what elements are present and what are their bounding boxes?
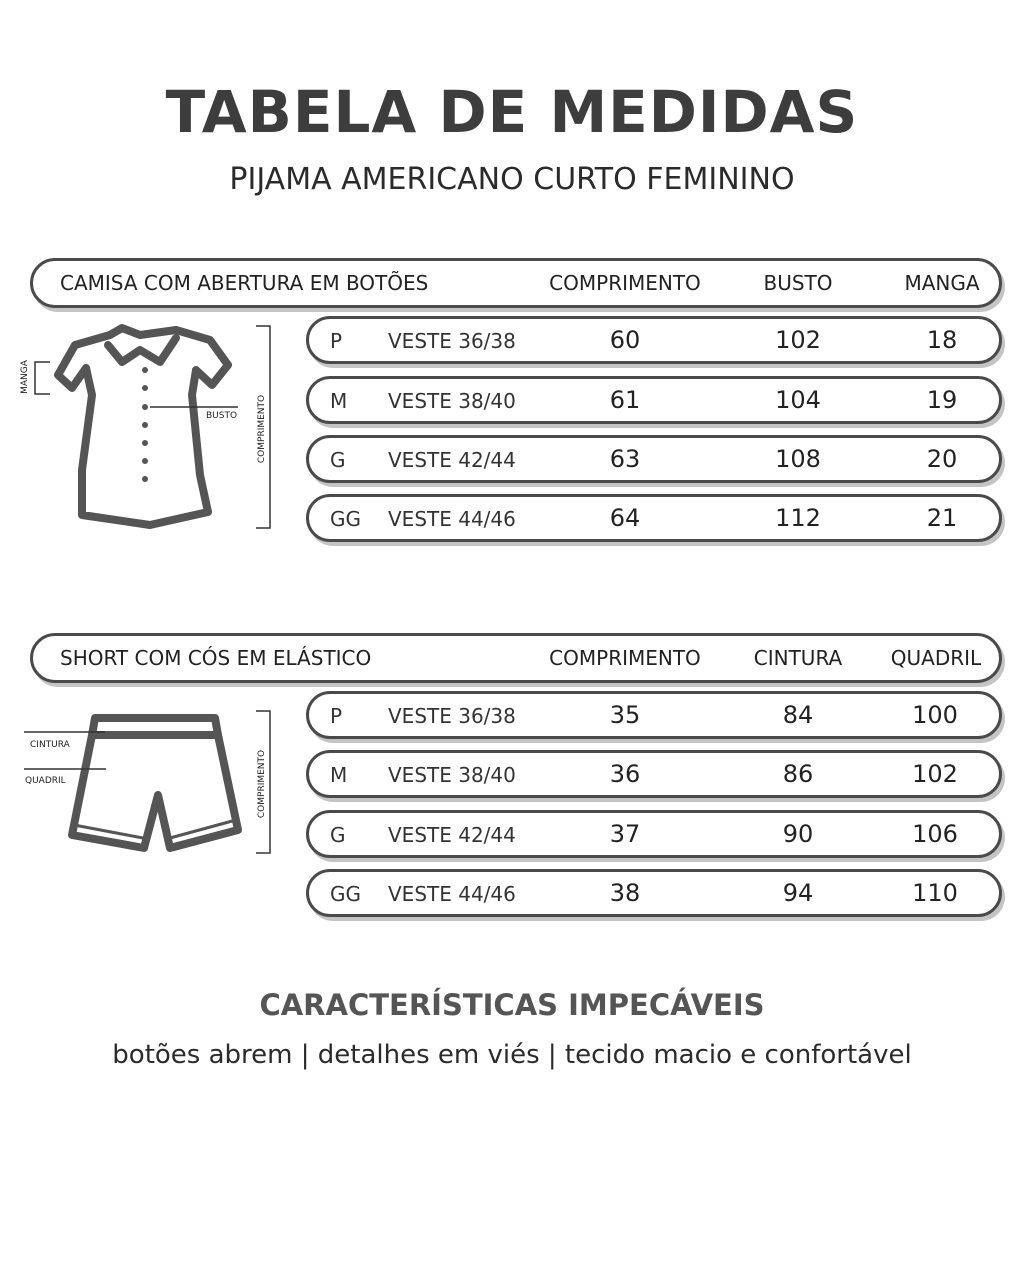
row-size-label: M — [330, 763, 348, 787]
row-value: 18 — [926, 326, 958, 354]
manga-label: MANGA — [19, 360, 30, 394]
page-title: TABELA DE MEDIDAS — [165, 78, 859, 146]
row-value: 61 — [609, 386, 641, 414]
comprimento-label-short: COMPRIMENTO — [257, 749, 268, 819]
row-size-label: GG — [330, 507, 361, 531]
row-value: 60 — [609, 326, 641, 354]
row-value: 19 — [926, 386, 958, 414]
row-size-label: G — [330, 448, 346, 472]
row-size-label: GG — [330, 882, 361, 906]
row-value: 20 — [926, 445, 958, 473]
row-value: 90 — [782, 820, 814, 848]
row-value: 64 — [609, 504, 641, 532]
row-value: 102 — [775, 326, 821, 354]
busto-label: BUSTO — [206, 411, 238, 421]
row-value: 102 — [912, 760, 958, 788]
row-value: 112 — [775, 504, 821, 532]
row-veste-label: VESTE 36/38 — [388, 329, 516, 353]
row-value: 108 — [775, 445, 821, 473]
shirt-col-manga: MANGA — [904, 271, 980, 295]
quadril-label: QUADRIL — [25, 776, 66, 786]
row-veste-label: VESTE 38/40 — [388, 763, 516, 787]
row-size-label: P — [330, 329, 343, 353]
row-value: 84 — [782, 701, 814, 729]
row-veste-label: VESTE 38/40 — [388, 389, 516, 413]
row-size-label: P — [330, 704, 343, 728]
row-size-label: G — [330, 823, 346, 847]
short-illustration-icon — [0, 0, 300, 900]
row-value: 110 — [912, 879, 958, 907]
row-value: 100 — [912, 701, 958, 729]
shirt-col-busto: BUSTO — [763, 271, 833, 295]
features-text: botões abrem | detalhes em viés | tecido macio e confortável — [112, 1040, 912, 1070]
short-col-quadril: QUADRIL — [890, 646, 982, 670]
features-heading: CARACTERÍSTICAS IMPECÁVEIS — [259, 988, 765, 1022]
row-value: 94 — [782, 879, 814, 907]
row-veste-label: VESTE 44/46 — [388, 507, 516, 531]
row-value: 86 — [782, 760, 814, 788]
shirt-header-title: CAMISA COM ABERTURA EM BOTÕES — [60, 271, 429, 295]
short-header-title: SHORT COM CÓS EM ELÁSTICO — [60, 646, 372, 670]
row-value: 36 — [609, 760, 641, 788]
row-veste-label: VESTE 42/44 — [388, 823, 516, 847]
row-veste-label: VESTE 42/44 — [388, 448, 516, 472]
row-value: 63 — [609, 445, 641, 473]
short-col-comprimento: COMPRIMENTO — [549, 646, 701, 670]
short-col-cintura: CINTURA — [753, 646, 843, 670]
row-value: 106 — [912, 820, 958, 848]
page-subtitle: PIJAMA AMERICANO CURTO FEMININO — [229, 162, 795, 197]
row-value: 35 — [609, 701, 641, 729]
cintura-label: CINTURA — [30, 740, 70, 750]
row-value: 37 — [609, 820, 641, 848]
row-value: 104 — [775, 386, 821, 414]
row-size-label: M — [330, 389, 348, 413]
shirt-col-comprimento: COMPRIMENTO — [549, 271, 701, 295]
row-veste-label: VESTE 44/46 — [388, 882, 516, 906]
row-value: 21 — [926, 504, 958, 532]
row-veste-label: VESTE 36/38 — [388, 704, 516, 728]
row-value: 38 — [609, 879, 641, 907]
comprimento-label-shirt: COMPRIMENTO — [257, 394, 268, 464]
